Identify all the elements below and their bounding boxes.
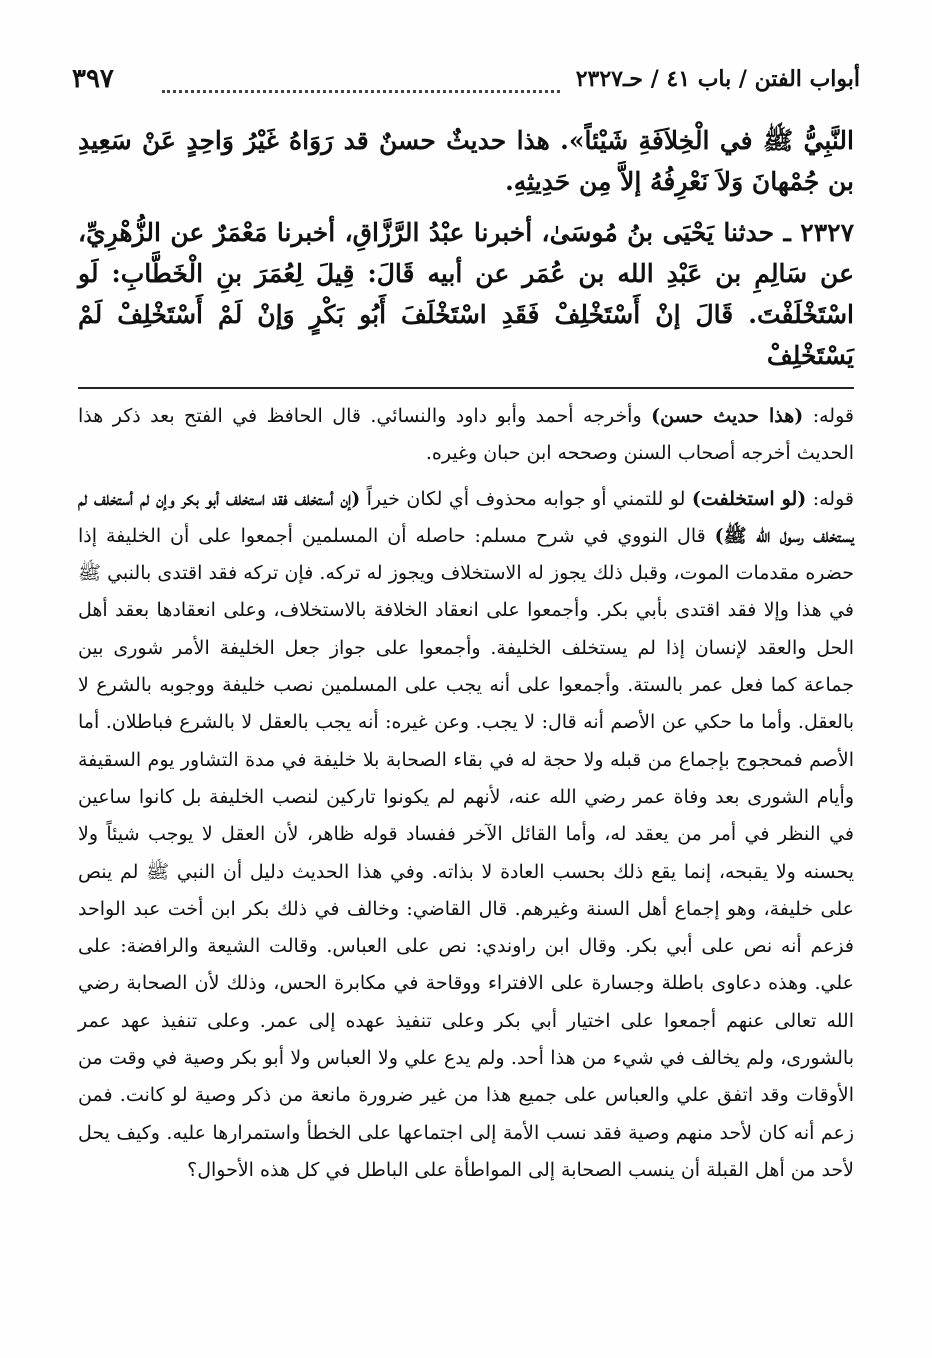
commentary-text: لو للتمني أو جوابه محذوف أي لكان خيراً — [360, 487, 692, 510]
page-header — [72, 62, 860, 102]
page-number: ٣٩٧ — [72, 64, 114, 94]
main-text — [78, 120, 854, 376]
commentary-text: قال النووي في شرح مسلم: حاصله أن المسلمين أجمعوا على أن الخليفة إذا حضره مقدمات الموت، وقبل ذلك يجوز له الاستخلاف ويجوز له تركه. فإن تركه فقد اقتدى بالنبي ﷺ في هذا وإلا فقد اقتدى بأبي بكر. وأجمعوا على انعقاد الخلافة بالاستخلاف، وعلى انعقادها بعقد أهل الحل والعقد لإنسان إذا لم يستخلف الخليفة. وأجمعوا على جواز جعل الخليفة الأمر شورى بين جماعة كما فعل عمر بالستة. وأجمعوا على أنه يجب على المسلمين نصب خليفة ووجوبه بالشرع لا بالعقل. وأما ما حكي عن الأصم أنه قال: لا يجب. وعن غيره: أنه يجب بالعقل لا بالشرع فباطلان. أما الأصم فمحجوج بإجماع من قبله ولا حجة له في بقاء الصحابة بلا خليفة في مدة التشاور يوم السقيفة وأيام الشورى بعد وفاة عمر رضي الله عنه، لأنهم لم يكونوا تاركين لنصب الخليفة بل كانوا ساعين في النظر في أمر من يعقد له، وأما القائل الآخر ففساد قوله ظاهر، لأن العقل لا يوجب شيئاً ولا يحسنه ولا يقبحه، إنما يقع ذلك بحسب العادة لا بذاته. وفي هذا الحديث دليل أن النبي ﷺ لم ينص على خليفة، وهو إجماع أهل السنة وغيرهم. قال القاضي: وخالف في ذلك بكر ابن أخت عبد الواحد فزعم أنه نص على أبي بكر. وقال ابن راوندي: نص على العباس. وقالت الشيعة والرافضة: على علي. وهذه دعاوى باطلة وجسارة على الافتراء ووقاحة في مكابرة الحس، وذلك لأن الصحابة رضي الله تعالى عنهم أجمعوا على اختيار أبي بكر وعلى تنفيذ عهده إلى عمر. وعلى تنفيذ عهد عمر بالشورى، ولم يخالف في شيء من هذا أحد. ولم يدع علي ولا العباس ولا أبو بكر وصية في وقت من الأوقات وقد اتفق علي والعباس على جميع هذا من غير ضرورة مانعة من ذكر وصية لو كانت. فمن زعم أنه كان لأحد منهم وصية فقد نسب الأمة إلى اجتماعها على الخطأ واستمرارها عليه. وكيف يحل لأحد من أهل القبلة أن ينسب الصحابة إلى المواطأة على الباطل في كل هذه الأحوال؟ — [78, 524, 854, 1181]
hadith-paragraph — [78, 212, 854, 376]
header-dotted-leader — [162, 90, 560, 93]
footnote-divider — [78, 387, 854, 389]
running-title: أبواب الفتن / باب ٤١ / حـ٢٣٢٧ — [575, 66, 860, 92]
commentary-quote: (لو استخلفت) — [691, 487, 807, 510]
commentary-label: قوله: — [806, 487, 854, 510]
hadith-number: ٢٣٢٧ — [800, 218, 854, 247]
commentary-text: وأخرجه أحمد وأبو داود والنسائي. قال الحافظ في الفتح بعد ذكر هذا الحديث أخرجه أصحاب السنن وصححه ابن حبان وغيره. — [78, 405, 854, 465]
commentary-label: قوله: — [803, 405, 854, 427]
commentary-paragraph-2 — [78, 481, 854, 1190]
commentary-paragraph-1 — [78, 398, 854, 473]
hadith-text: ـ حدثنا يَحْيَى بنُ مُوسَىٰ، أخبرنا عبْدُ الرَّزَّاقِ، أخبرنا مَعْمَرٌ عن الزُّهْرِيِّ، عن سَالِمِ بن عَبْدِ الله بن عُمَر عن أبيه قَالَ: قِيلَ لِعُمَرَ بنِ الْخَطَّابِ: لَو اسْتَخْلَفْتَ. قَالَ إنْ أَسْتَخْلِفْ فَقَدِ اسْتَخْلَفَ أَبُو بَكْرٍ وَإنْ لَمْ أَسْتَخْلِفْ لَمْ يَسْتَخْلِفْ — [78, 218, 854, 370]
commentary-quote: (إن أستخلف فقد استخلف أبو بكر وإن لم أستخلف لم يستخلف رسول الله ﷺ) — [78, 487, 855, 547]
commentary-section — [78, 398, 854, 1189]
main-paragraph-text: النَّبِيُّ ﷺ في الْخِلاَفَةِ شَيْئاً». هذا حديثٌ حسنٌ قد رَوَاهُ غَيْرُ وَاحِدٍ عَنْ سَعِيدِ بن جُمْهانَ وَلاَ نَعْرِفُهُ إلاَّ مِن حَدِيثِهِ. — [78, 126, 854, 196]
main-paragraph — [78, 120, 854, 202]
commentary-quote: (هذا حديث حسن) — [651, 405, 804, 427]
